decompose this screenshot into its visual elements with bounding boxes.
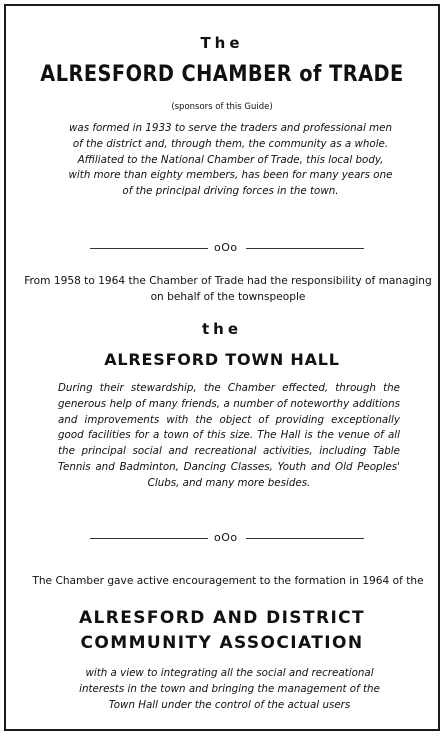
ornament-divider-2: oOo bbox=[214, 531, 238, 544]
townhall-the: the bbox=[201, 320, 243, 338]
association-title-line-1: ALRESFORD AND DISTRICT bbox=[78, 608, 366, 628]
page-title: ALRESFORD CHAMBER of TRADE bbox=[40, 62, 404, 87]
divider-line-right-2 bbox=[246, 538, 364, 539]
divider-line-left-2 bbox=[90, 538, 208, 539]
ornament-divider: oOo bbox=[214, 241, 238, 254]
townhall-title: ALRESFORD TOWN HALL bbox=[104, 350, 340, 369]
intro-paragraph: was formed in 1933 to serve the traders and professional men of the district and, through them, the community as a whole. Affiliated to the National Chamber of Trade, this local body, with more than eighty members, has been for many years one of the principal driving forces in the town. bbox=[68, 122, 393, 198]
association-lead: The Chamber gave active encouragement to the formation in 1964 of the bbox=[32, 575, 424, 587]
divider-line-left bbox=[90, 248, 208, 249]
divider-line-right bbox=[246, 248, 364, 249]
townhall-lead: From 1958 to 1964 the Chamber of Trade had the responsibility of managing on behalf of the townspeople bbox=[24, 275, 432, 303]
association-title-line-2: COMMUNITY ASSOCIATION bbox=[80, 633, 364, 653]
document-page bbox=[4, 4, 440, 731]
header-the: The bbox=[200, 34, 244, 52]
townhall-paragraph: During their stewardship, the Chamber effected, through the generous help of many friends, a number of noteworthy additions and improvements with the object of providing exceptionally good facilities for a town of this size. The Hall is the venue of all the principal social and recreational activities, including Table Tennis and Badminton, Dancing Classes, Youth and Old Peoples' Clubs, and many more besides. bbox=[58, 382, 400, 489]
association-paragraph: with a view to integrating all the social and recreational interests in the town and bringing the management of the Town Hall under the control of the actual users bbox=[79, 667, 380, 711]
sponsors-note: (sponsors of this Guide) bbox=[171, 102, 273, 112]
association-title bbox=[6, 606, 438, 656]
